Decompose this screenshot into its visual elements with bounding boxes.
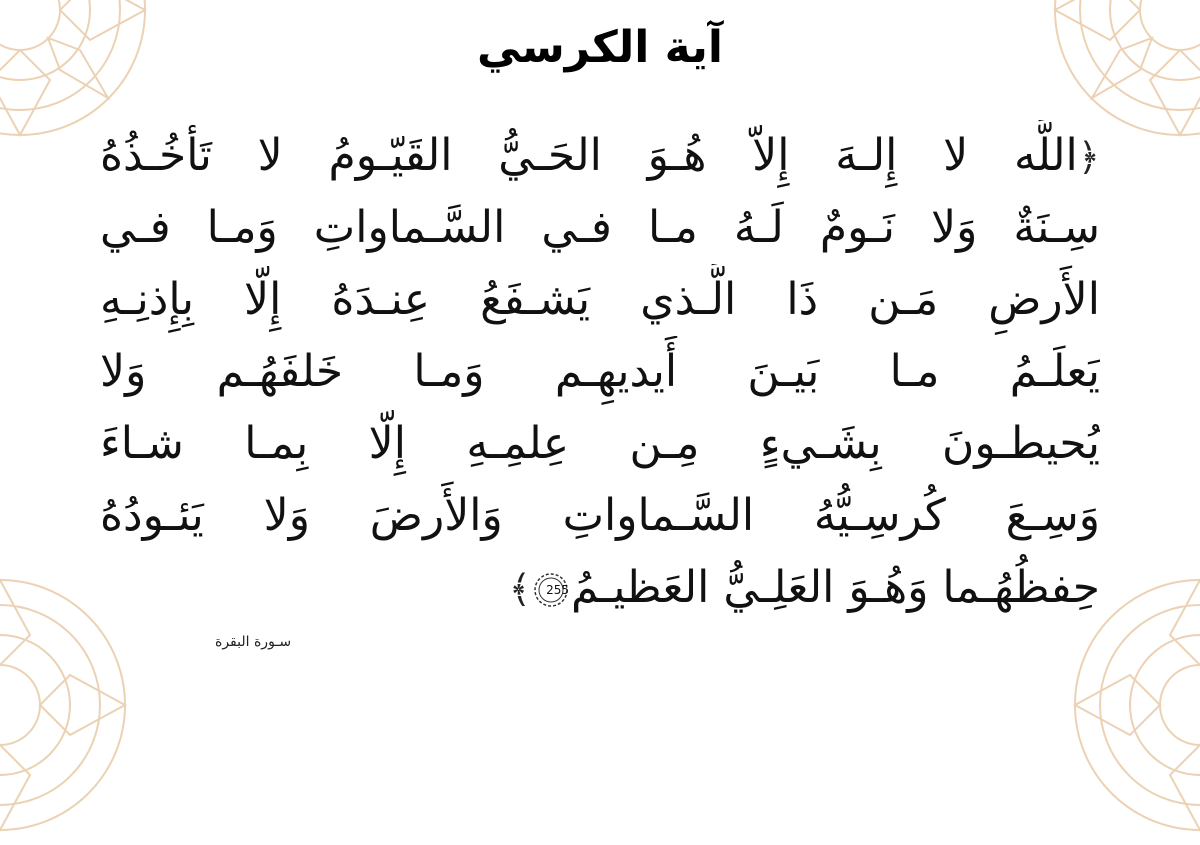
verse-line-text: يَعلَـمُ مـا بَيـنَ أَيديهِـم وَمـا خَلفَهُـم وَلا bbox=[100, 346, 1100, 397]
verse-block bbox=[100, 120, 1100, 624]
verse-line bbox=[100, 336, 1100, 408]
verse-line-text: اللَّه لا إِلـهَ إِلاّ هُـوَ الحَـيُّ القَيّـومُ لا تَأخُـذُهُ bbox=[100, 130, 1078, 181]
verse-line bbox=[100, 192, 1100, 264]
verse-line-text: وَسِـعَ كُرسِـيُّهُ السَّـماواتِ وَالأَرضَ وَلا يَئـودُهُ bbox=[100, 490, 1100, 541]
verse-line bbox=[100, 408, 1100, 480]
ayah-number-marker bbox=[533, 572, 569, 608]
verse-line bbox=[100, 120, 1100, 192]
verse-line-text: الأَرضِ مَـن ذَا الَّـذي يَشـفَعُ عِنـدَهُ إِلّا بِإِذنِـهِ bbox=[100, 274, 1100, 325]
verse-line-text: حِفظُهُـما وَهُـوَ العَلِـيُّ العَظيـمُ bbox=[571, 562, 1100, 613]
verse-line bbox=[100, 552, 1100, 624]
verse-line-text: سِـنَةٌ وَلا نَـومٌ لَـهُ مـا فـي السَّـماواتِ وَمـا فـي bbox=[100, 202, 1100, 253]
verse-open-bracket: ﴿ bbox=[1077, 135, 1100, 179]
verse-line-text: يُحيطـونَ بِشَـيءٍ مِـن عِلمِـهِ إِلّا بِمـا شـاءَ bbox=[100, 418, 1100, 469]
surah-name: سـورة البقرة bbox=[215, 634, 292, 650]
verse-line bbox=[100, 264, 1100, 336]
verse-line bbox=[100, 480, 1100, 552]
verse-close-bracket: ﴾ bbox=[508, 567, 531, 611]
ayah-number: 255 bbox=[546, 583, 569, 597]
page-title: آية الكرسي bbox=[477, 22, 723, 73]
